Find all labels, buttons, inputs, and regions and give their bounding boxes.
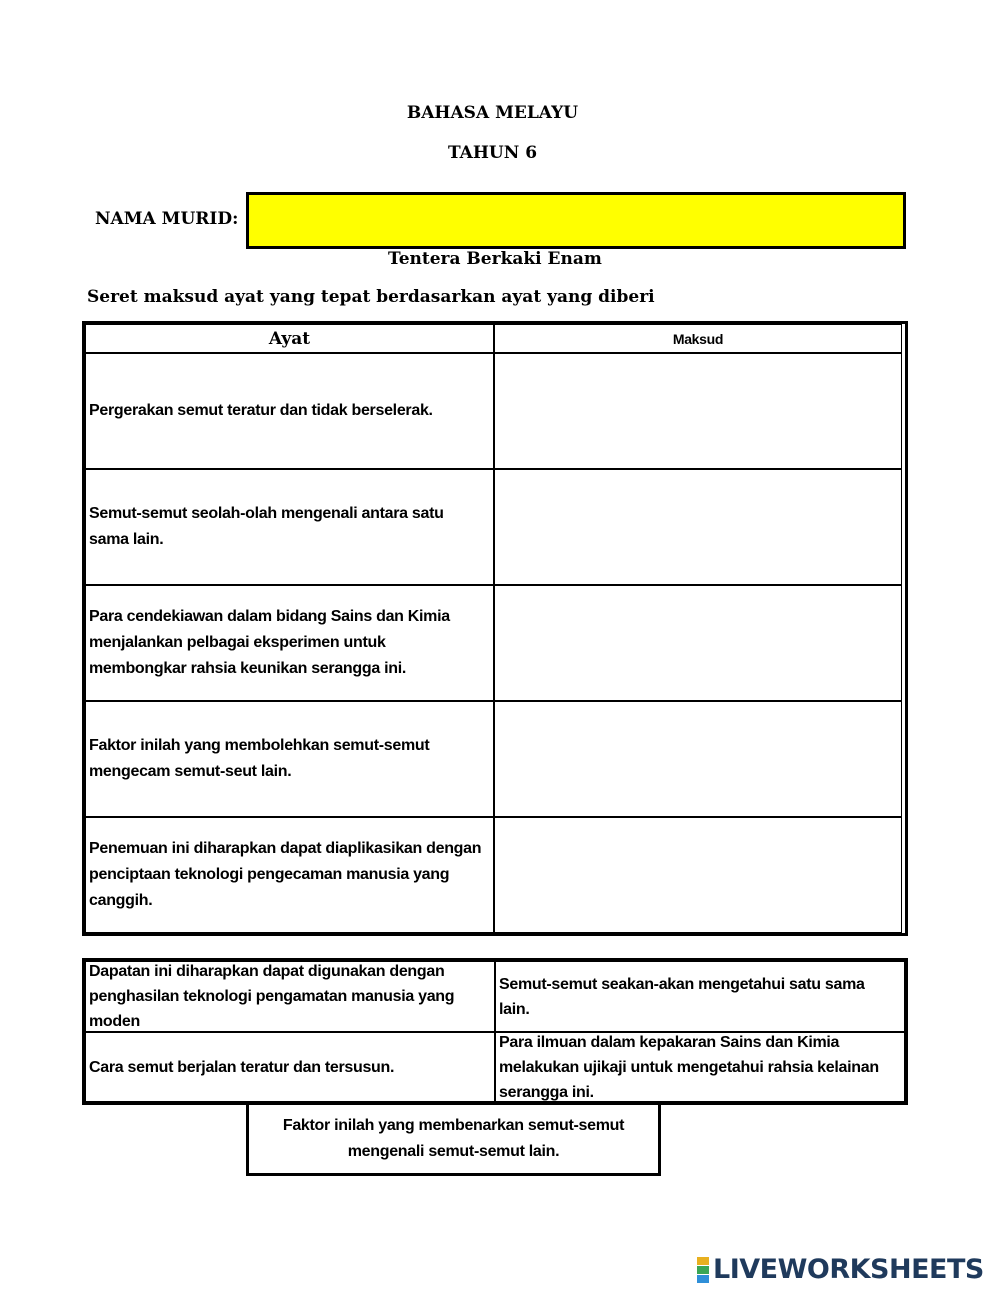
column-header-maksud: Maksud	[494, 324, 902, 353]
draggable-option[interactable]: Dapatan ini diharapkan dapat digunakan dengan penghasilan teknologi pengamatan manusia yang moden	[85, 961, 495, 1032]
draggable-option[interactable]	[246, 1101, 661, 1176]
grade-title: TAHUN 6	[447, 143, 538, 163]
ayat-cell: Para cendekiawan dalam bidang Sains dan Kimia menjalankan pelbagai eksperimen untuk membongkar rahsia keunikan serangga ini.	[85, 585, 494, 701]
logo-block	[697, 1275, 709, 1283]
logo-block	[697, 1257, 709, 1265]
column-header-ayat: Ayat	[85, 324, 494, 353]
logo-text: LIVEWORKSHEETS	[713, 1254, 984, 1285]
subject-title: BAHASA MELAYU	[406, 103, 579, 123]
draggable-option[interactable]: Para ilmuan dalam kepakaran Sains dan Kimia melakukan ujikaji untuk mengetahui rahsia kelainan serangga ini.	[495, 1032, 905, 1102]
ayat-cell: Faktor inilah yang membolehkan semut-semut mengecam semut-seut lain.	[85, 701, 494, 817]
maksud-drop-zone[interactable]	[494, 701, 902, 817]
maksud-drop-zone[interactable]	[494, 469, 902, 585]
draggable-option[interactable]: Cara semut berjalan teratur dan tersusun.	[85, 1032, 495, 1102]
liveworksheets-logo	[697, 1254, 984, 1285]
matching-table	[82, 321, 908, 936]
maksud-drop-zone[interactable]	[494, 817, 902, 933]
logo-block	[697, 1266, 709, 1274]
logo-blocks-icon	[697, 1257, 709, 1283]
maksud-drop-zone[interactable]	[494, 353, 902, 469]
maksud-drop-zone[interactable]	[494, 585, 902, 701]
drag-options-area	[82, 958, 908, 1105]
story-title: Tentera Berkaki Enam	[388, 249, 602, 269]
ayat-cell: Penemuan ini diharapkan dapat diaplikasikan dengan penciptaan teknologi pengecaman manusia yang canggih.	[85, 817, 494, 933]
student-name-label: NAMA MURID:	[95, 209, 239, 229]
draggable-option-text: Faktor inilah yang membenarkan semut-semut mengenali semut-semut lain.	[282, 1116, 625, 1160]
student-name-input[interactable]	[246, 192, 906, 249]
draggable-option[interactable]: Semut-semut seakan-akan mengetahui satu sama lain.	[495, 961, 905, 1032]
ayat-cell: Semut-semut seolah-olah mengenali antara satu sama lain.	[85, 469, 494, 585]
ayat-cell: Pergerakan semut teratur dan tidak berselerak.	[85, 353, 494, 469]
instruction-text: Seret maksud ayat yang tepat berdasarkan ayat yang diberi	[87, 287, 655, 307]
